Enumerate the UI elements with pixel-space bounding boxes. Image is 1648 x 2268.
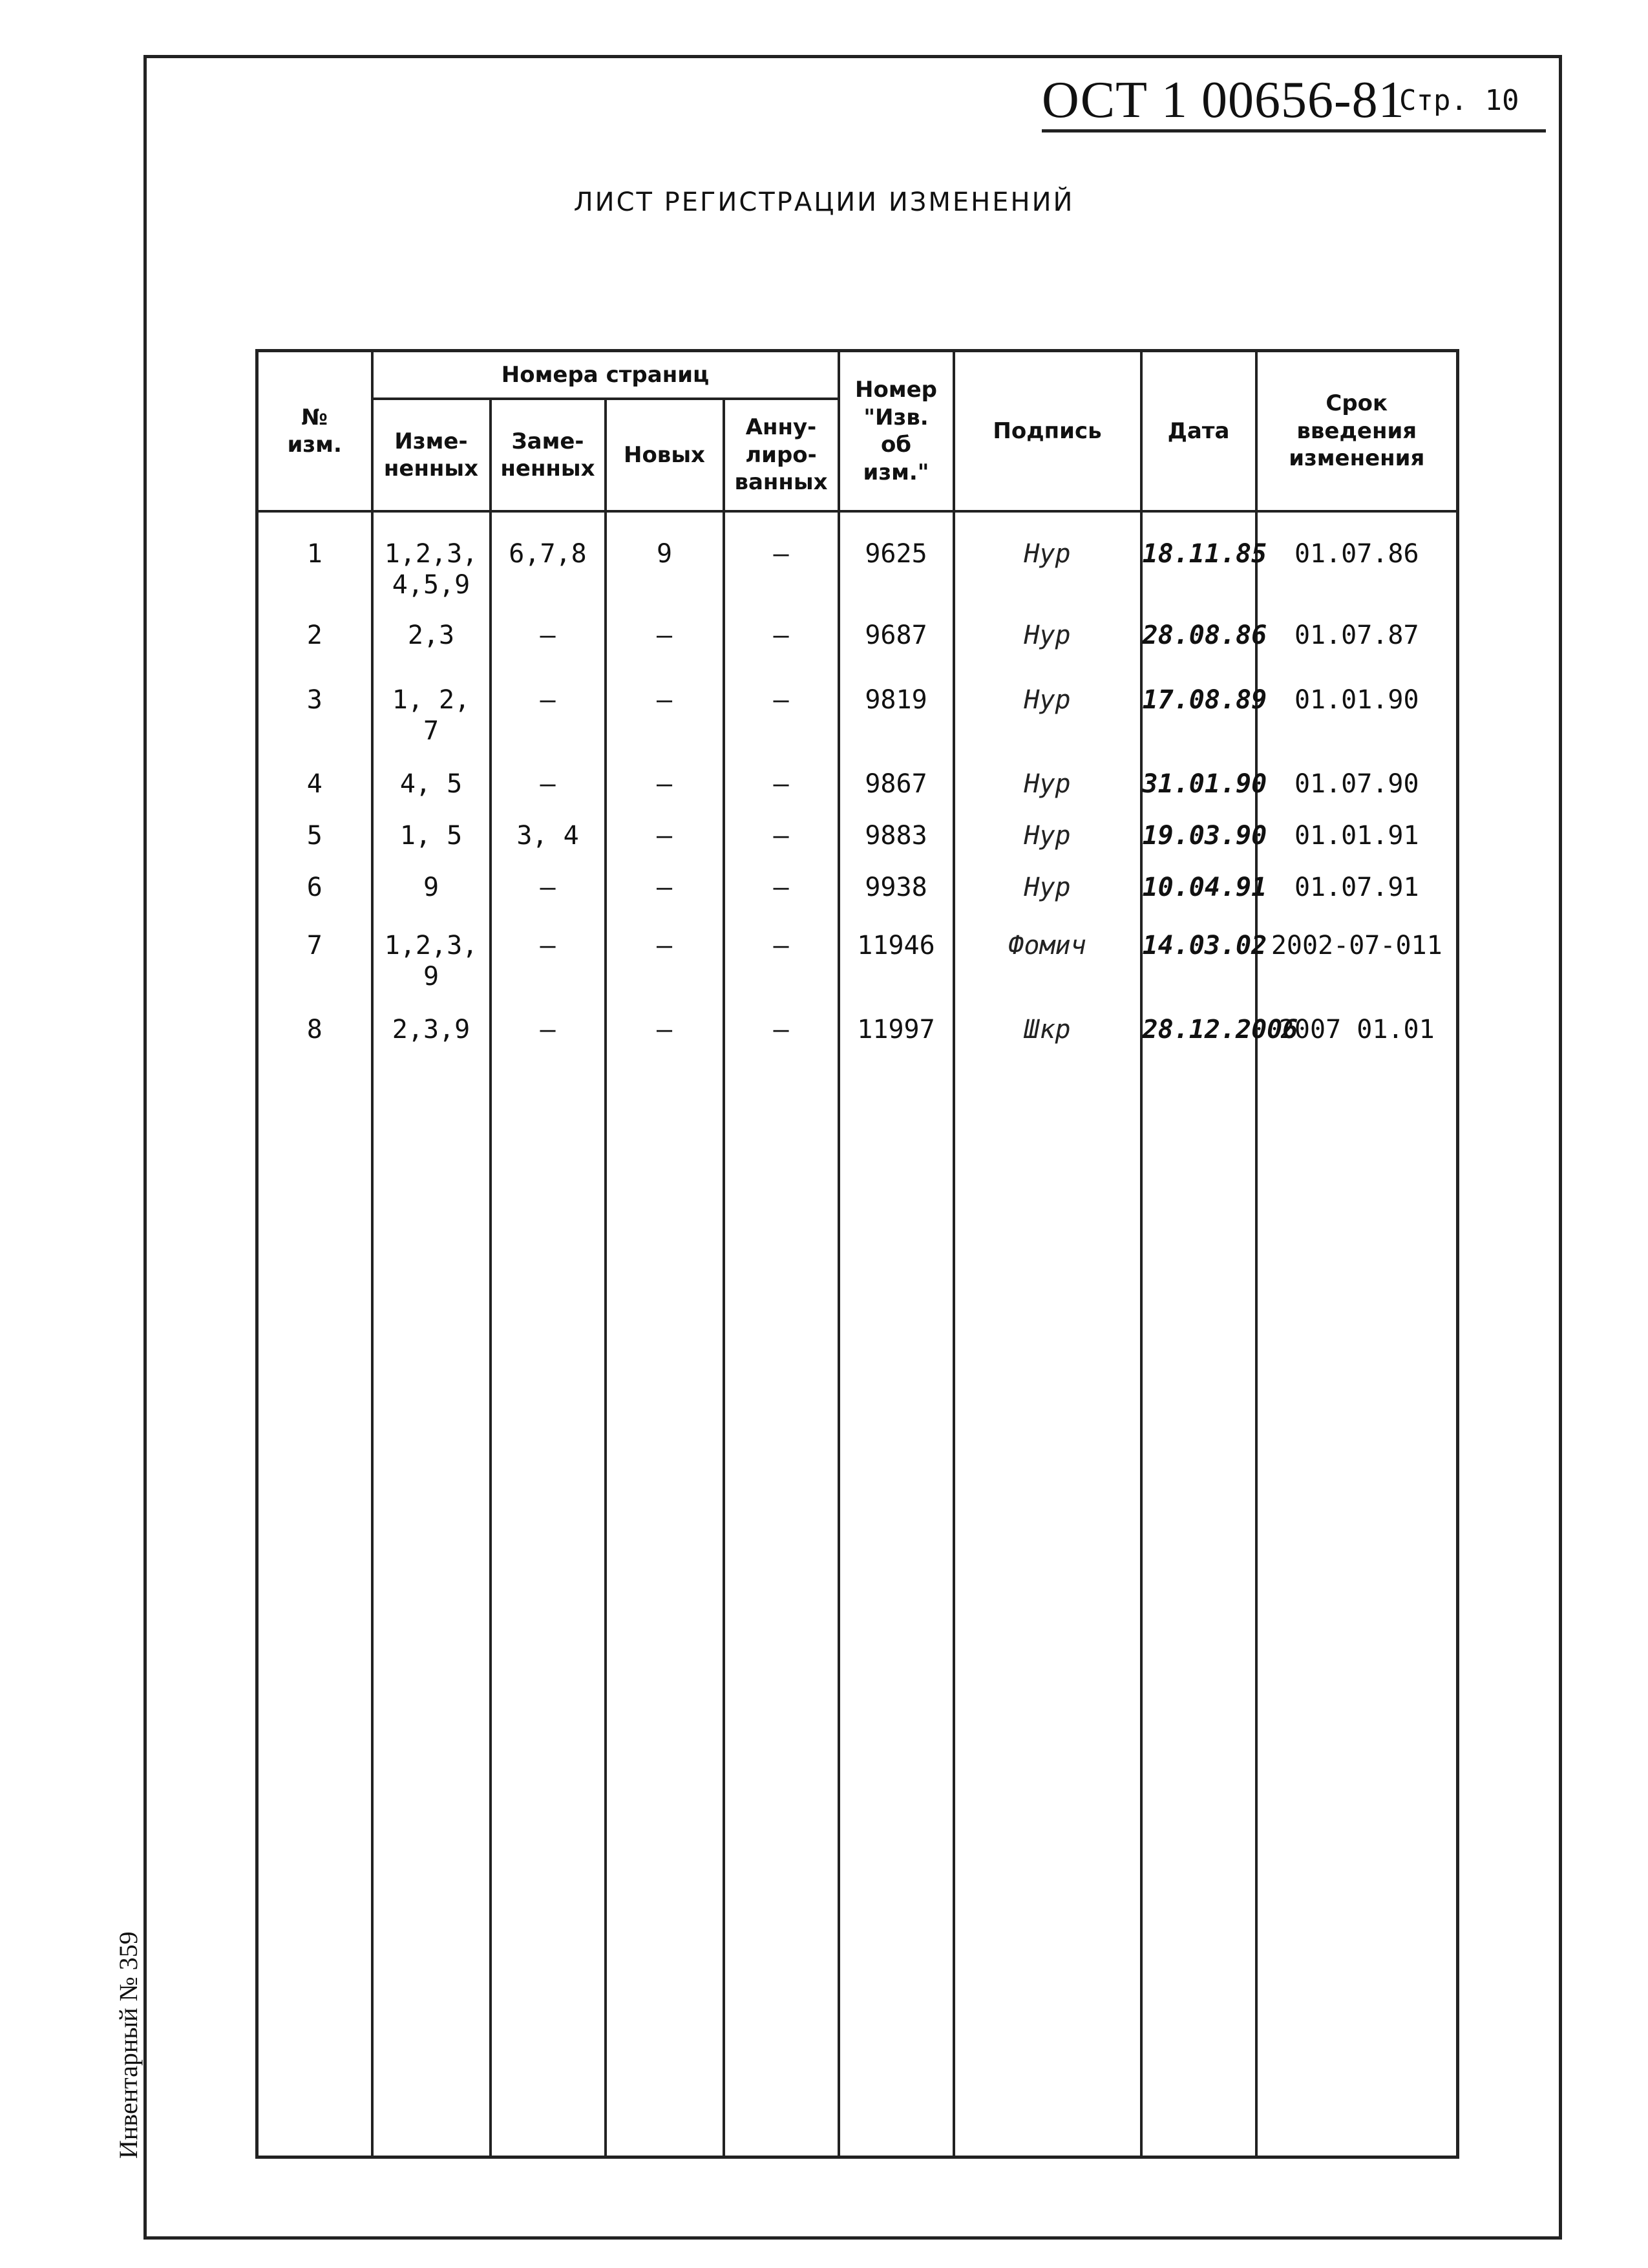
empty-filler-row [257,1066,1458,2157]
cell-signature: Нур [954,600,1141,665]
cell-date: 28.12.2006 [1141,995,1256,1066]
header-changed: Изме- ненных [372,399,491,511]
cell-new: – [606,853,724,911]
cell-notice-no: 9687 [839,600,954,665]
table-row [257,995,1458,1066]
empty-cell [1141,1066,1256,2157]
cell-new: – [606,911,724,995]
empty-cell [1256,1066,1458,2157]
table-row [257,853,1458,911]
cell-change-no: 2 [257,600,372,665]
cell-annulled: – [724,749,839,801]
cell-date: 14.03.02 [1141,911,1256,995]
cell-changed: 1,2,3, 4,5,9 [372,511,491,600]
cell-changed: 2,3,9 [372,995,491,1066]
cell-change-no: 3 [257,665,372,749]
sheet-title: ЛИСТ РЕГИСТРАЦИИ ИЗМЕНЕНИЙ [573,187,1075,217]
table-body [257,511,1458,2157]
cell-annulled: – [724,511,839,600]
empty-cell [954,1066,1141,2157]
cell-date: 18.11.85 [1141,511,1256,600]
header-annulled: Анну- лиро- ванных [724,399,839,511]
cell-notice-no: 9867 [839,749,954,801]
change-registration-table-wrapper [255,349,1456,2159]
cell-changed: 1, 5 [372,801,491,853]
cell-notice-no: 11997 [839,995,954,1066]
cell-changed: 1, 2, 7 [372,665,491,749]
cell-new: – [606,801,724,853]
cell-date: 17.08.89 [1141,665,1256,749]
cell-notice-no: 9883 [839,801,954,853]
cell-signature: Нур [954,749,1141,801]
table-row [257,600,1458,665]
table-row [257,665,1458,749]
cell-change-no: 6 [257,853,372,911]
table-row [257,911,1458,995]
cell-new: – [606,995,724,1066]
header-effective-date: Срок введения изменения [1256,351,1458,512]
cell-notice-no: 9625 [839,511,954,600]
cell-effective-date: 2002-07-011 [1256,911,1458,995]
cell-annulled: – [724,665,839,749]
cell-replaced: – [491,749,606,801]
inventory-number: Инвентарный № 359 [114,1931,143,2159]
cell-new: 9 [606,511,724,600]
document-code: ОСТ 1 00656-81 [1042,72,1405,129]
cell-signature: Нур [954,665,1141,749]
cell-replaced: – [491,853,606,911]
cell-notice-no: 9819 [839,665,954,749]
header-underline [1042,129,1546,132]
cell-signature: Фомич [954,911,1141,995]
cell-date: 10.04.91 [1141,853,1256,911]
cell-signature: Шкр [954,995,1141,1066]
cell-date: 28.08.86 [1141,600,1256,665]
cell-date: 19.03.90 [1141,801,1256,853]
empty-cell [257,1066,372,2157]
header-replaced: Заме- ненных [491,399,606,511]
header-date: Дата [1141,351,1256,512]
cell-effective-date: 01.01.90 [1256,665,1458,749]
cell-change-no: 7 [257,911,372,995]
header-notice-no: Номер "Изв. об изм." [839,351,954,512]
header-page-numbers: Номера страниц [372,351,839,399]
cell-replaced: – [491,911,606,995]
cell-change-no: 4 [257,749,372,801]
cell-new: – [606,665,724,749]
cell-changed: 1,2,3, 9 [372,911,491,995]
cell-replaced: 3, 4 [491,801,606,853]
table-row [257,749,1458,801]
cell-effective-date: 01.07.90 [1256,749,1458,801]
cell-replaced: – [491,665,606,749]
cell-notice-no: 9938 [839,853,954,911]
table-row [257,801,1458,853]
cell-signature: Нур [954,511,1141,600]
cell-effective-date: 2007 01.01 [1256,995,1458,1066]
cell-change-no: 8 [257,995,372,1066]
empty-cell [372,1066,491,2157]
cell-signature: Нур [954,801,1141,853]
cell-date: 31.01.90 [1141,749,1256,801]
cell-notice-no: 11946 [839,911,954,995]
empty-cell [606,1066,724,2157]
cell-replaced: 6,7,8 [491,511,606,600]
cell-signature: Нур [954,853,1141,911]
cell-annulled: – [724,853,839,911]
cell-effective-date: 01.07.91 [1256,853,1458,911]
cell-annulled: – [724,911,839,995]
cell-replaced: – [491,600,606,665]
cell-changed: 2,3 [372,600,491,665]
cell-replaced: – [491,995,606,1066]
empty-cell [491,1066,606,2157]
header-new: Новых [606,399,724,511]
empty-cell [724,1066,839,2157]
cell-annulled: – [724,600,839,665]
cell-changed: 4, 5 [372,749,491,801]
cell-annulled: – [724,801,839,853]
header-signature: Подпись [954,351,1141,512]
header-change-no: № изм. [257,351,372,512]
empty-cell [839,1066,954,2157]
cell-annulled: – [724,995,839,1066]
page-number: Стр. 10 [1399,84,1519,117]
cell-effective-date: 01.01.91 [1256,801,1458,853]
table-row [257,511,1458,600]
change-registration-table [255,349,1459,2159]
cell-new: – [606,600,724,665]
cell-new: – [606,749,724,801]
cell-effective-date: 01.07.87 [1256,600,1458,665]
cell-effective-date: 01.07.86 [1256,511,1458,600]
cell-change-no: 5 [257,801,372,853]
cell-changed: 9 [372,853,491,911]
cell-change-no: 1 [257,511,372,600]
